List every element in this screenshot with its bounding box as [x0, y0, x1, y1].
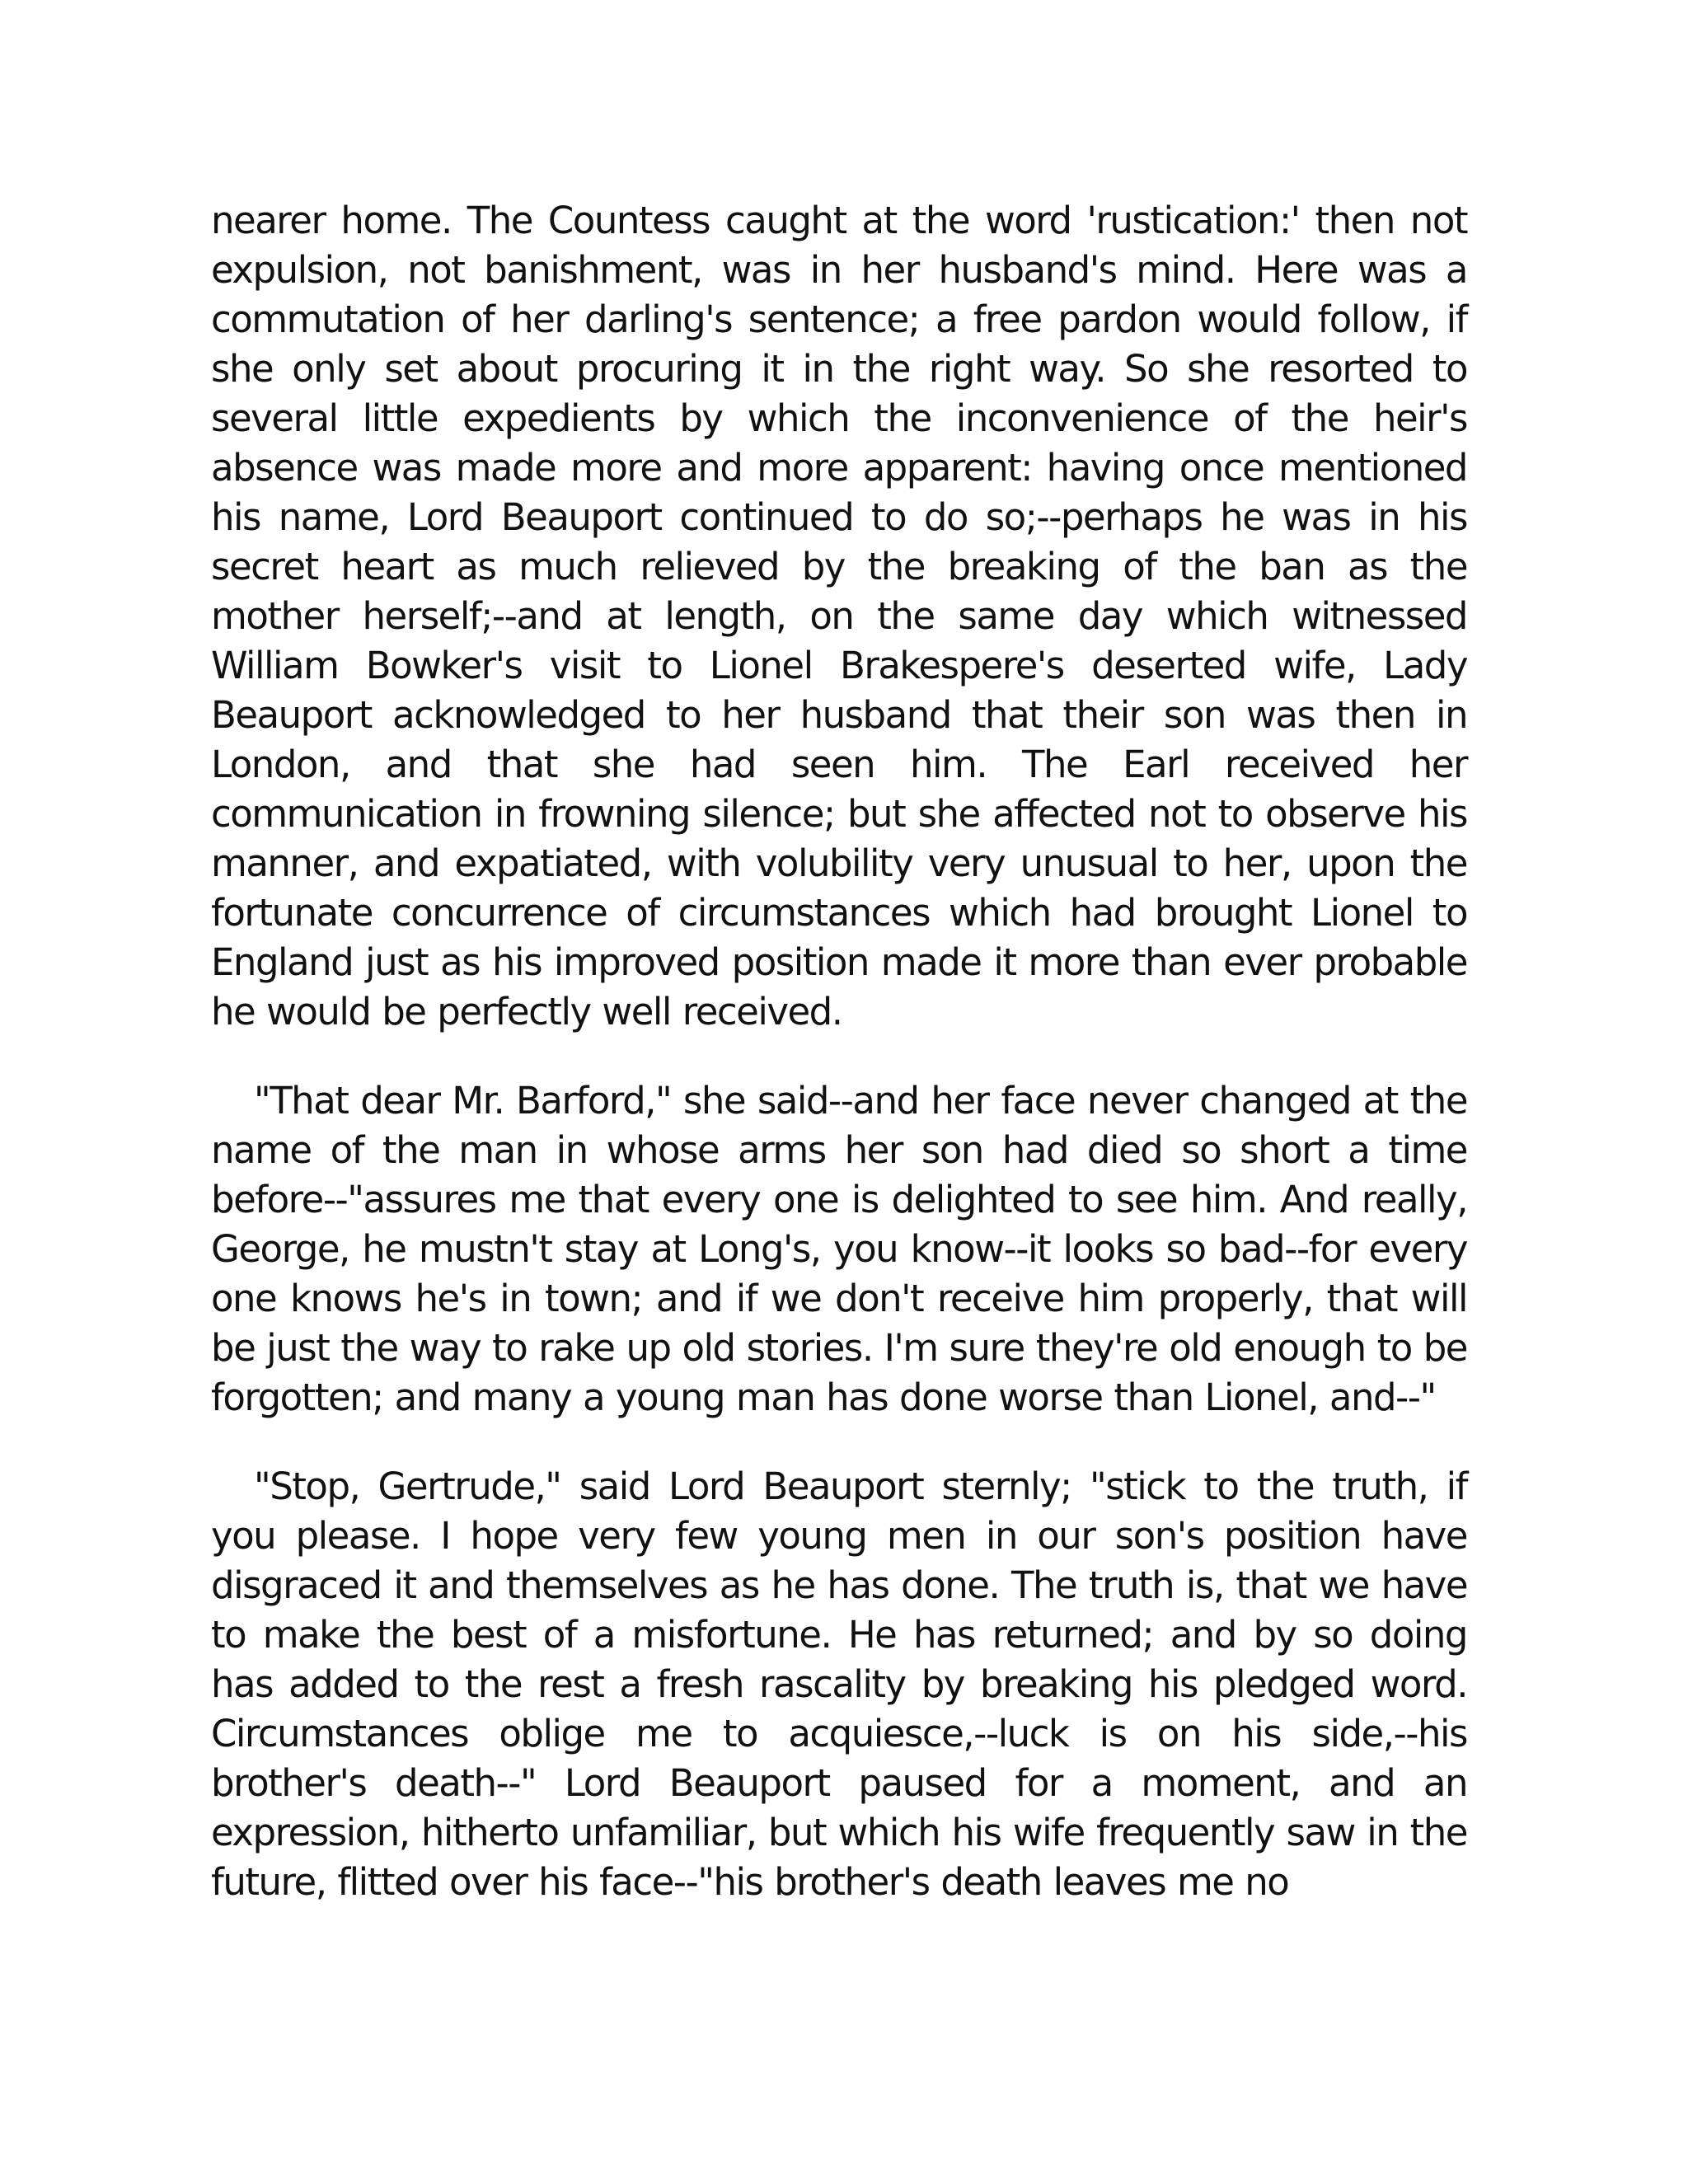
page-text — [211, 196, 1467, 1907]
paragraph-2: "That dear Mr. Barford," she said--and her face never changed at the name of the man in whose arms her son had died so short a time before--"assures me that every one is delighted to see him. And really, George, he mustn't stay at Long's, you know--it looks so bad--for every one knows he's in town; and if we don't receive him properly, that will be just the way to rake up old stories. I'm sure they're old enough to be forgotten; and many a young man has done worse than Lionel, and--" — [211, 1079, 1467, 1419]
paragraph-1: nearer home. The Countess caught at the word 'rustication:' then not expulsion, not banishment, was in her husband's mind. Here was a commutation of her darling's sentence; a free pardon would follow, if she only set about procuring it in the right way. So she resorted to several little expedients by which the inconvenience of the heir's absence was made more and more apparent: having once mentioned his name, Lord Beauport continued to do so;--perhaps he was in his secret heart as much relieved by the breaking of the ban as the mother herself;--and at length, on the same day which witnessed William Bowker's visit to Lionel Brakespere's deserted wife, Lady Beauport acknowledged to her husband that their son was then in London, and that she had seen him. The Earl received her communication in frowning silence; but she affected not to observe his manner, and expatiated, with volubility very unusual to her, upon the fortunate concurrence of circumstances which had brought Lionel to England just as his improved position made it more than ever probable he would be perfectly well received. — [211, 199, 1467, 1033]
paragraph-3: "Stop, Gertrude," said Lord Beauport sternly; "stick to the truth, if you please. I hope very few young men in our son's position have disgraced it and themselves as he has done. The truth is, that we have to make the best of a misfortune. He has returned; and by so doing has added to the rest a fresh rascality by breaking his pledged word. Circumstances oblige me to acquiesce,--luck is on his side,--his brother's death--" Lord Beauport paused for a moment, and an expression, hitherto unfamiliar, but which his wife frequently saw in the future, flitted over his face--"his brother's death leaves me no — [211, 1465, 1467, 1904]
